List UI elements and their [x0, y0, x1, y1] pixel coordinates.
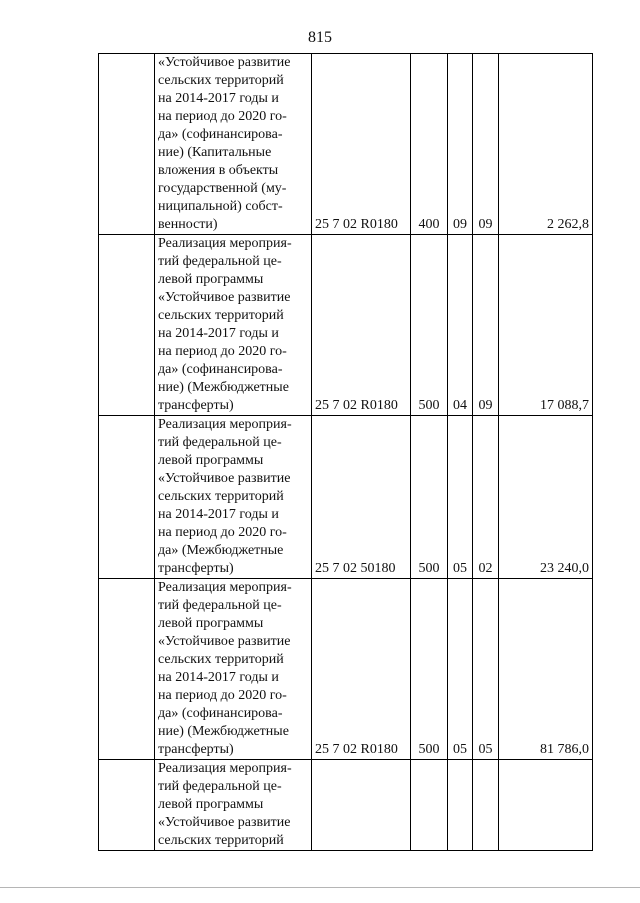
- section-code: 04: [448, 235, 473, 416]
- expense-type-code: 500: [411, 579, 448, 760]
- empty-cell: [99, 760, 155, 851]
- table-row: [99, 235, 593, 416]
- empty-cell: [99, 235, 155, 416]
- target-article-code: 25 7 02 50180: [312, 416, 411, 579]
- subsection-code: 05: [473, 579, 499, 760]
- item-description: «Устойчивое развитие сельских территорий на 2014-2017 годы и на период до 2020 го- да» (софинансирова- ние) (Капитальные вложения в объекты государственной (му- ниципальной) собст- венности): [155, 54, 312, 235]
- table-row: [99, 416, 593, 579]
- page-bottom-edge: [0, 887, 640, 888]
- section-code: 05: [448, 579, 473, 760]
- target-article-code: 25 7 02 R0180: [312, 579, 411, 760]
- item-description: Реализация мероприя- тий федеральной це- левой программы «Устойчивое развитие сельских территорий: [155, 760, 312, 851]
- amount: 2 262,8: [499, 54, 593, 235]
- target-article-code: 25 7 02 R0180: [312, 54, 411, 235]
- subsection-code: 09: [473, 54, 499, 235]
- target-article-code: [312, 760, 411, 851]
- budget-table: [98, 53, 593, 851]
- expense-type-code: 500: [411, 235, 448, 416]
- subsection-code: 09: [473, 235, 499, 416]
- empty-cell: [99, 54, 155, 235]
- expense-type-code: 500: [411, 416, 448, 579]
- amount: 17 088,7: [499, 235, 593, 416]
- item-description: Реализация мероприя- тий федеральной це- левой программы «Устойчивое развитие сельских территорий на 2014-2017 годы и на период до 2020 го- да» (Межбюджетные трансферты): [155, 416, 312, 579]
- target-article-code: 25 7 02 R0180: [312, 235, 411, 416]
- empty-cell: [99, 416, 155, 579]
- amount: 81 786,0: [499, 579, 593, 760]
- subsection-code: 02: [473, 416, 499, 579]
- amount: 23 240,0: [499, 416, 593, 579]
- section-code: [448, 760, 473, 851]
- subsection-code: [473, 760, 499, 851]
- section-code: 09: [448, 54, 473, 235]
- page-number: 815: [308, 29, 332, 46]
- section-code: 05: [448, 416, 473, 579]
- table-row: [99, 54, 593, 235]
- item-description: Реализация мероприя- тий федеральной це- левой программы «Устойчивое развитие сельских территорий на 2014-2017 годы и на период до 2020 го- да» (софинансирова- ние) (Межбюджетные трансферты): [155, 579, 312, 760]
- amount: [499, 760, 593, 851]
- expense-type-code: 400: [411, 54, 448, 235]
- item-description: Реализация мероприя- тий федеральной це- левой программы «Устойчивое развитие сельских территорий на 2014-2017 годы и на период до 2020 го- да» (софинансирова- ние) (Межбюджетные трансферты): [155, 235, 312, 416]
- table-row: [99, 760, 593, 851]
- empty-cell: [99, 579, 155, 760]
- expense-type-code: [411, 760, 448, 851]
- table-row: [99, 579, 593, 760]
